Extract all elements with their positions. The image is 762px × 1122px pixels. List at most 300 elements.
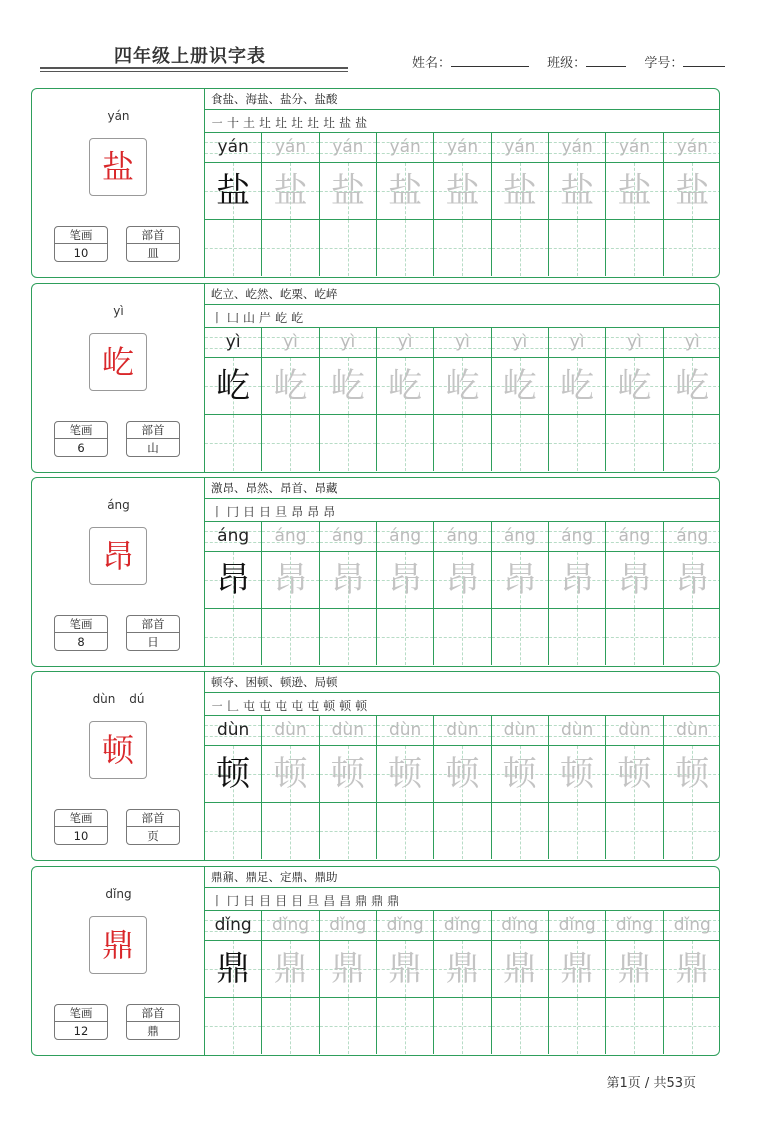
char-trace: 盐 bbox=[560, 171, 595, 211]
practice-cell[interactable] bbox=[606, 941, 663, 997]
stroke-step: 凵 bbox=[227, 311, 240, 325]
stroke-step: 日 bbox=[243, 894, 256, 908]
radical-label: 部首 bbox=[127, 227, 179, 244]
blank-practice-cell[interactable] bbox=[606, 803, 663, 859]
practice-cell[interactable] bbox=[262, 941, 319, 997]
blank-practice-cell[interactable] bbox=[434, 609, 491, 665]
page-indicator: 第1页 / 共53页 bbox=[606, 1076, 696, 1091]
practice-cell[interactable] bbox=[664, 941, 720, 997]
pinyin-cell[interactable] bbox=[377, 522, 434, 552]
char-trace: 鼎 bbox=[675, 949, 710, 989]
pinyin-trace: dùn bbox=[618, 720, 651, 740]
pinyin-trace: dǐng bbox=[558, 915, 596, 935]
radical-box bbox=[126, 809, 180, 845]
pinyin-cell[interactable] bbox=[664, 911, 720, 941]
character-pinyin: dùn dú bbox=[92, 692, 145, 706]
pinyin-row bbox=[205, 522, 720, 552]
blank-practice-cell[interactable] bbox=[320, 609, 377, 665]
name-blank[interactable] bbox=[451, 53, 529, 67]
stroke-step: 屯 bbox=[291, 699, 304, 713]
blank-practice-cell[interactable] bbox=[664, 415, 720, 471]
stroke-order-row bbox=[205, 499, 719, 522]
practice-cell[interactable] bbox=[492, 746, 549, 802]
stroke-step: ㇐ bbox=[211, 116, 224, 130]
char-trace: 昂 bbox=[330, 560, 365, 600]
practice-cell[interactable] bbox=[549, 941, 606, 997]
practice-cell[interactable] bbox=[664, 358, 720, 414]
blank-practice-cell[interactable] bbox=[606, 998, 663, 1054]
example-words: 鼎鼐、鼎足、定鼎、鼎助 bbox=[205, 867, 719, 888]
blank-practice-cell[interactable] bbox=[664, 220, 720, 276]
pinyin-cell[interactable] bbox=[606, 911, 663, 941]
char-trace: 屹 bbox=[502, 366, 537, 406]
stroke-count-label: 笔画 bbox=[55, 422, 107, 439]
char-trace: 顿 bbox=[273, 754, 308, 794]
pinyin-cell[interactable] bbox=[434, 133, 491, 163]
example-words: 激昂、昂然、昂首、昂藏 bbox=[205, 478, 719, 499]
character-glyph: 鼎 bbox=[101, 926, 134, 964]
blank-practice-cell[interactable] bbox=[205, 415, 262, 471]
char-trace: 盐 bbox=[445, 171, 480, 211]
stroke-count-label: 笔画 bbox=[55, 1005, 107, 1022]
radical-box bbox=[126, 421, 180, 457]
pinyin-cell[interactable] bbox=[205, 328, 262, 358]
pinyin-trace: yán bbox=[676, 137, 708, 157]
pinyin-cell[interactable] bbox=[664, 133, 720, 163]
pinyin-cell[interactable] bbox=[205, 716, 262, 746]
blank-practice-cell[interactable] bbox=[664, 609, 720, 665]
pinyin-trace: yán bbox=[332, 137, 364, 157]
pinyin-cell[interactable] bbox=[205, 522, 262, 552]
char-trace: 昂 bbox=[273, 560, 308, 600]
blank-practice-cell[interactable] bbox=[549, 998, 606, 1054]
radical-value: 日 bbox=[147, 635, 159, 649]
pinyin-row bbox=[205, 716, 720, 746]
char-trace: 盐 bbox=[617, 171, 652, 211]
practice-cell[interactable] bbox=[205, 941, 262, 997]
pinyin-trace: yì bbox=[283, 332, 298, 352]
char-trace: 盐 bbox=[388, 171, 423, 211]
radical-label: 部首 bbox=[127, 422, 179, 439]
practice-cell[interactable] bbox=[434, 552, 491, 608]
pinyin-trace: áng bbox=[331, 526, 364, 546]
stroke-step: 圵 bbox=[259, 116, 272, 130]
blank-practice-cell[interactable] bbox=[492, 609, 549, 665]
pinyin-trace: áng bbox=[676, 526, 709, 546]
stroke-step: 旦 bbox=[307, 894, 320, 908]
practice-cell[interactable] bbox=[262, 746, 319, 802]
char-trace: 昂 bbox=[560, 560, 595, 600]
stroke-step: 冂 bbox=[227, 894, 240, 908]
pinyin-cell[interactable] bbox=[549, 911, 606, 941]
practice-grid bbox=[205, 716, 720, 860]
pinyin-trace: dǐng bbox=[615, 915, 653, 935]
blank-practice-cell[interactable] bbox=[262, 220, 319, 276]
pinyin-cell[interactable] bbox=[492, 522, 549, 552]
stroke-step: 盐 bbox=[339, 116, 352, 130]
blank-practice-cell[interactable] bbox=[606, 415, 663, 471]
practice-grid bbox=[205, 133, 720, 277]
pinyin-cell[interactable] bbox=[262, 328, 319, 358]
char-trace: 昂 bbox=[675, 560, 710, 600]
character-card bbox=[31, 283, 720, 473]
character-box bbox=[89, 333, 147, 391]
tracing-row bbox=[205, 163, 720, 220]
stroke-step: 鼎 bbox=[387, 894, 400, 908]
stroke-step: 圵 bbox=[275, 116, 288, 130]
pinyin-cell[interactable] bbox=[262, 716, 319, 746]
blank-practice-cell[interactable] bbox=[434, 220, 491, 276]
practice-cell[interactable] bbox=[262, 358, 319, 414]
pinyin-cell[interactable] bbox=[434, 328, 491, 358]
class-label: 班级： bbox=[547, 56, 587, 71]
class-field[interactable] bbox=[547, 52, 626, 71]
radical-value: 页 bbox=[147, 829, 159, 843]
pinyin-trace: dùn bbox=[216, 720, 250, 740]
pinyin-cell[interactable] bbox=[664, 716, 720, 746]
blank-practice-cell[interactable] bbox=[377, 220, 434, 276]
practice-cell[interactable] bbox=[377, 358, 434, 414]
practice-cell[interactable] bbox=[434, 941, 491, 997]
char-trace: 顿 bbox=[445, 754, 480, 794]
pinyin-trace: yì bbox=[627, 332, 642, 352]
pinyin-trace: yán bbox=[389, 137, 421, 157]
pinyin-cell[interactable] bbox=[205, 133, 262, 163]
tracing-row bbox=[205, 746, 720, 803]
practice-cell[interactable] bbox=[492, 163, 549, 219]
blank-practice-cell[interactable] bbox=[434, 998, 491, 1054]
char-trace: 盐 bbox=[675, 171, 710, 211]
blank-practice-cell[interactable] bbox=[549, 220, 606, 276]
practice-cell[interactable] bbox=[606, 163, 663, 219]
blank-practice-cell[interactable] bbox=[606, 220, 663, 276]
practice-cell[interactable] bbox=[377, 746, 434, 802]
character-glyph: 昂 bbox=[101, 537, 134, 575]
worksheet-header bbox=[40, 38, 720, 78]
practice-grid bbox=[205, 522, 720, 666]
practice-cell[interactable] bbox=[377, 941, 434, 997]
pinyin-trace: áng bbox=[561, 526, 594, 546]
stroke-step: 屯 bbox=[259, 699, 272, 713]
char-trace: 盐 bbox=[273, 171, 308, 211]
practice-panel bbox=[205, 867, 719, 1055]
pinyin-trace: áng bbox=[446, 526, 479, 546]
practice-cell[interactable] bbox=[549, 163, 606, 219]
radical-box bbox=[126, 226, 180, 262]
stroke-order-row bbox=[205, 693, 719, 716]
pinyin-cell[interactable] bbox=[377, 911, 434, 941]
blank-practice-cell[interactable] bbox=[434, 415, 491, 471]
stroke-order-row bbox=[205, 110, 719, 133]
pinyin-trace: áng bbox=[274, 526, 307, 546]
example-words: 食盐、海盐、盐分、盐酸 bbox=[205, 89, 719, 110]
stroke-step: 屯 bbox=[275, 699, 288, 713]
char-trace: 昂 bbox=[502, 560, 537, 600]
practice-cell[interactable] bbox=[262, 163, 319, 219]
character-glyph: 屹 bbox=[101, 343, 134, 381]
practice-cell[interactable] bbox=[320, 746, 377, 802]
practice-cell[interactable] bbox=[320, 358, 377, 414]
radical-value: 鼎 bbox=[147, 1024, 159, 1038]
practice-cell[interactable] bbox=[205, 163, 262, 219]
pinyin-trace: áng bbox=[389, 526, 422, 546]
pinyin-trace: yán bbox=[446, 137, 479, 157]
pinyin-cell[interactable] bbox=[262, 133, 319, 163]
blank-practice-cell[interactable] bbox=[549, 609, 606, 665]
pinyin-trace: dùn bbox=[331, 720, 364, 740]
char-trace: 鼎 bbox=[445, 949, 480, 989]
stroke-count-value: 8 bbox=[77, 635, 85, 649]
stroke-step: 𠃊 bbox=[227, 699, 240, 713]
character-pinyin: áng bbox=[107, 498, 130, 512]
stroke-count-label: 笔画 bbox=[55, 810, 107, 827]
stroke-order-row bbox=[205, 305, 719, 328]
stroke-count-label: 笔画 bbox=[55, 227, 107, 244]
practice-cell[interactable] bbox=[320, 552, 377, 608]
pinyin-cell[interactable] bbox=[606, 716, 663, 746]
pinyin-cell[interactable] bbox=[549, 133, 606, 163]
pinyin-cell[interactable] bbox=[262, 522, 319, 552]
practice-cell[interactable] bbox=[262, 552, 319, 608]
radical-value: 山 bbox=[147, 441, 159, 455]
pinyin-trace: dǐng bbox=[443, 915, 482, 935]
pinyin-cell[interactable] bbox=[434, 716, 491, 746]
practice-cell[interactable] bbox=[492, 358, 549, 414]
char-trace: 昂 bbox=[216, 560, 251, 600]
blank-practice-cell[interactable] bbox=[606, 609, 663, 665]
char-trace: 顿 bbox=[560, 754, 595, 794]
practice-cell[interactable] bbox=[434, 358, 491, 414]
pinyin-cell[interactable] bbox=[549, 328, 606, 358]
practice-cell[interactable] bbox=[377, 163, 434, 219]
blank-practice-cell[interactable] bbox=[492, 998, 549, 1054]
blank-practice-cell[interactable] bbox=[377, 803, 434, 859]
pinyin-cell[interactable] bbox=[434, 911, 491, 941]
practice-cell[interactable] bbox=[434, 746, 491, 802]
char-trace: 鼎 bbox=[502, 949, 537, 989]
blank-practice-cell[interactable] bbox=[377, 415, 434, 471]
pinyin-cell[interactable] bbox=[320, 133, 377, 163]
character-box bbox=[89, 721, 147, 779]
pinyin-cell[interactable] bbox=[664, 328, 720, 358]
practice-cell[interactable] bbox=[606, 552, 663, 608]
pinyin-cell[interactable] bbox=[492, 911, 549, 941]
blank-practice-cell[interactable] bbox=[262, 803, 319, 859]
pinyin-cell[interactable] bbox=[492, 328, 549, 358]
stroke-step: 屹 bbox=[291, 311, 304, 325]
blank-practice-cell[interactable] bbox=[492, 803, 549, 859]
stroke-count-value: 10 bbox=[73, 246, 89, 260]
character-pinyin: yán bbox=[107, 109, 130, 123]
stroke-step: 顿 bbox=[323, 699, 336, 713]
pinyin-cell[interactable] bbox=[549, 716, 606, 746]
pinyin-trace: dǐng bbox=[673, 915, 711, 935]
character-info-panel bbox=[32, 478, 205, 666]
char-trace: 昂 bbox=[388, 560, 423, 600]
blank-practice-cell[interactable] bbox=[492, 220, 549, 276]
stroke-step: 圵 bbox=[323, 116, 336, 130]
title-underline-thin bbox=[40, 71, 348, 72]
char-trace: 顿 bbox=[330, 754, 365, 794]
number-blank[interactable] bbox=[683, 53, 725, 67]
blank-practice-cell[interactable] bbox=[205, 803, 262, 859]
practice-cell[interactable] bbox=[664, 746, 720, 802]
pinyin-trace: áng bbox=[618, 526, 651, 546]
blank-practice-cell[interactable] bbox=[320, 998, 377, 1054]
radical-value: 皿 bbox=[147, 246, 159, 260]
pinyin-cell[interactable] bbox=[492, 716, 549, 746]
pinyin-cell[interactable] bbox=[434, 522, 491, 552]
blank-practice-cell[interactable] bbox=[549, 803, 606, 859]
stroke-count-value: 10 bbox=[73, 829, 89, 843]
stroke-step: 昂 bbox=[291, 505, 304, 519]
stroke-count-box bbox=[54, 421, 108, 457]
pinyin-cell[interactable] bbox=[549, 522, 606, 552]
practice-cell[interactable] bbox=[205, 746, 262, 802]
stroke-step: 昂 bbox=[307, 505, 320, 519]
pinyin-trace: dùn bbox=[503, 720, 536, 740]
practice-cell[interactable] bbox=[320, 941, 377, 997]
pinyin-cell[interactable] bbox=[606, 133, 663, 163]
radical-box bbox=[126, 1004, 180, 1040]
pinyin-trace: dǐng bbox=[501, 915, 539, 935]
blank-practice-cell[interactable] bbox=[262, 415, 319, 471]
practice-cell[interactable] bbox=[320, 163, 377, 219]
char-trace: 屹 bbox=[273, 366, 308, 406]
character-info-panel bbox=[32, 672, 205, 860]
blank-practice-cell[interactable] bbox=[205, 220, 262, 276]
char-trace: 屹 bbox=[388, 366, 423, 406]
blank-practice-cell[interactable] bbox=[549, 415, 606, 471]
practice-grid bbox=[205, 328, 720, 472]
blank-row bbox=[205, 220, 720, 276]
blank-practice-cell[interactable] bbox=[205, 998, 262, 1054]
char-trace: 顿 bbox=[216, 754, 251, 794]
character-card bbox=[31, 866, 720, 1056]
example-words: 屹立、屹然、屹栗、屹崪 bbox=[205, 284, 719, 305]
blank-row bbox=[205, 998, 720, 1054]
practice-cell[interactable] bbox=[549, 746, 606, 802]
blank-practice-cell[interactable] bbox=[664, 998, 720, 1054]
pinyin-cell[interactable] bbox=[377, 133, 434, 163]
pinyin-trace: dǐng bbox=[329, 915, 367, 935]
pinyin-trace: yì bbox=[397, 332, 413, 352]
pinyin-cell[interactable] bbox=[606, 522, 663, 552]
stroke-step: 顿 bbox=[339, 699, 352, 713]
practice-cell[interactable] bbox=[492, 941, 549, 997]
pinyin-row bbox=[205, 328, 720, 358]
pinyin-cell[interactable] bbox=[205, 911, 262, 941]
char-trace: 鼎 bbox=[388, 949, 423, 989]
stroke-step: 盐 bbox=[355, 116, 368, 130]
character-box bbox=[89, 138, 147, 196]
stroke-count-label: 笔画 bbox=[55, 616, 107, 633]
class-blank[interactable] bbox=[586, 53, 626, 67]
radical-label: 部首 bbox=[127, 616, 179, 633]
pinyin-cell[interactable] bbox=[606, 328, 663, 358]
number-label: 学号： bbox=[644, 56, 684, 71]
pinyin-cell[interactable] bbox=[492, 133, 549, 163]
pinyin-row bbox=[205, 133, 720, 163]
pinyin-cell[interactable] bbox=[377, 328, 434, 358]
char-trace: 昂 bbox=[617, 560, 652, 600]
blank-row bbox=[205, 609, 720, 665]
pinyin-trace: áng bbox=[503, 526, 536, 546]
practice-cell[interactable] bbox=[377, 552, 434, 608]
practice-panel bbox=[205, 89, 719, 277]
blank-practice-cell[interactable] bbox=[320, 220, 377, 276]
pinyin-trace: dùn bbox=[446, 720, 479, 740]
character-card bbox=[31, 671, 720, 861]
char-trace: 盐 bbox=[502, 171, 537, 211]
blank-practice-cell[interactable] bbox=[262, 609, 319, 665]
practice-cell[interactable] bbox=[434, 163, 491, 219]
tracing-row bbox=[205, 552, 720, 609]
stroke-step: 昌 bbox=[323, 894, 336, 908]
pinyin-cell[interactable] bbox=[320, 328, 377, 358]
practice-cell[interactable] bbox=[549, 552, 606, 608]
name-field[interactable] bbox=[412, 52, 529, 71]
pinyin-cell[interactable] bbox=[320, 911, 377, 941]
example-words: 顿夺、困顿、顿逊、局顿 bbox=[205, 672, 719, 693]
practice-cell[interactable] bbox=[664, 163, 720, 219]
char-trace: 顿 bbox=[502, 754, 537, 794]
practice-cell[interactable] bbox=[205, 358, 262, 414]
pinyin-row bbox=[205, 911, 720, 941]
stroke-step: ㇐ bbox=[211, 699, 224, 713]
char-trace: 顿 bbox=[675, 754, 710, 794]
blank-practice-cell[interactable] bbox=[320, 803, 377, 859]
blank-practice-cell[interactable] bbox=[262, 998, 319, 1054]
pinyin-cell[interactable] bbox=[262, 911, 319, 941]
character-info-panel bbox=[32, 89, 205, 277]
worksheet-title: 四年级上册识字表 bbox=[114, 46, 266, 67]
blank-practice-cell[interactable] bbox=[320, 415, 377, 471]
pinyin-cell[interactable] bbox=[320, 522, 377, 552]
stroke-step: 冂 bbox=[227, 505, 240, 519]
pinyin-trace: yì bbox=[340, 332, 356, 352]
practice-cell[interactable] bbox=[606, 746, 663, 802]
character-glyph: 盐 bbox=[101, 148, 134, 186]
blank-practice-cell[interactable] bbox=[434, 803, 491, 859]
pinyin-cell[interactable] bbox=[664, 522, 720, 552]
char-trace: 屹 bbox=[216, 366, 251, 406]
practice-cell[interactable] bbox=[549, 358, 606, 414]
stroke-step: 丨 bbox=[211, 505, 224, 519]
practice-cell[interactable] bbox=[205, 552, 262, 608]
stroke-count-box bbox=[54, 1004, 108, 1040]
pinyin-cell[interactable] bbox=[377, 716, 434, 746]
stroke-step: 旦 bbox=[275, 505, 288, 519]
pinyin-trace: yì bbox=[512, 332, 528, 352]
blank-practice-cell[interactable] bbox=[205, 609, 262, 665]
blank-practice-cell[interactable] bbox=[664, 803, 720, 859]
pinyin-cell[interactable] bbox=[320, 716, 377, 746]
stroke-step: 屵 bbox=[259, 311, 272, 325]
char-trace: 盐 bbox=[330, 171, 365, 211]
practice-cell[interactable] bbox=[664, 552, 720, 608]
character-box bbox=[89, 527, 147, 585]
practice-panel bbox=[205, 284, 719, 472]
number-field[interactable] bbox=[644, 52, 725, 71]
blank-practice-cell[interactable] bbox=[377, 998, 434, 1054]
practice-cell[interactable] bbox=[606, 358, 663, 414]
pinyin-trace: yán bbox=[504, 137, 536, 157]
blank-practice-cell[interactable] bbox=[377, 609, 434, 665]
practice-cell[interactable] bbox=[492, 552, 549, 608]
char-trace: 鼎 bbox=[617, 949, 652, 989]
blank-practice-cell[interactable] bbox=[492, 415, 549, 471]
